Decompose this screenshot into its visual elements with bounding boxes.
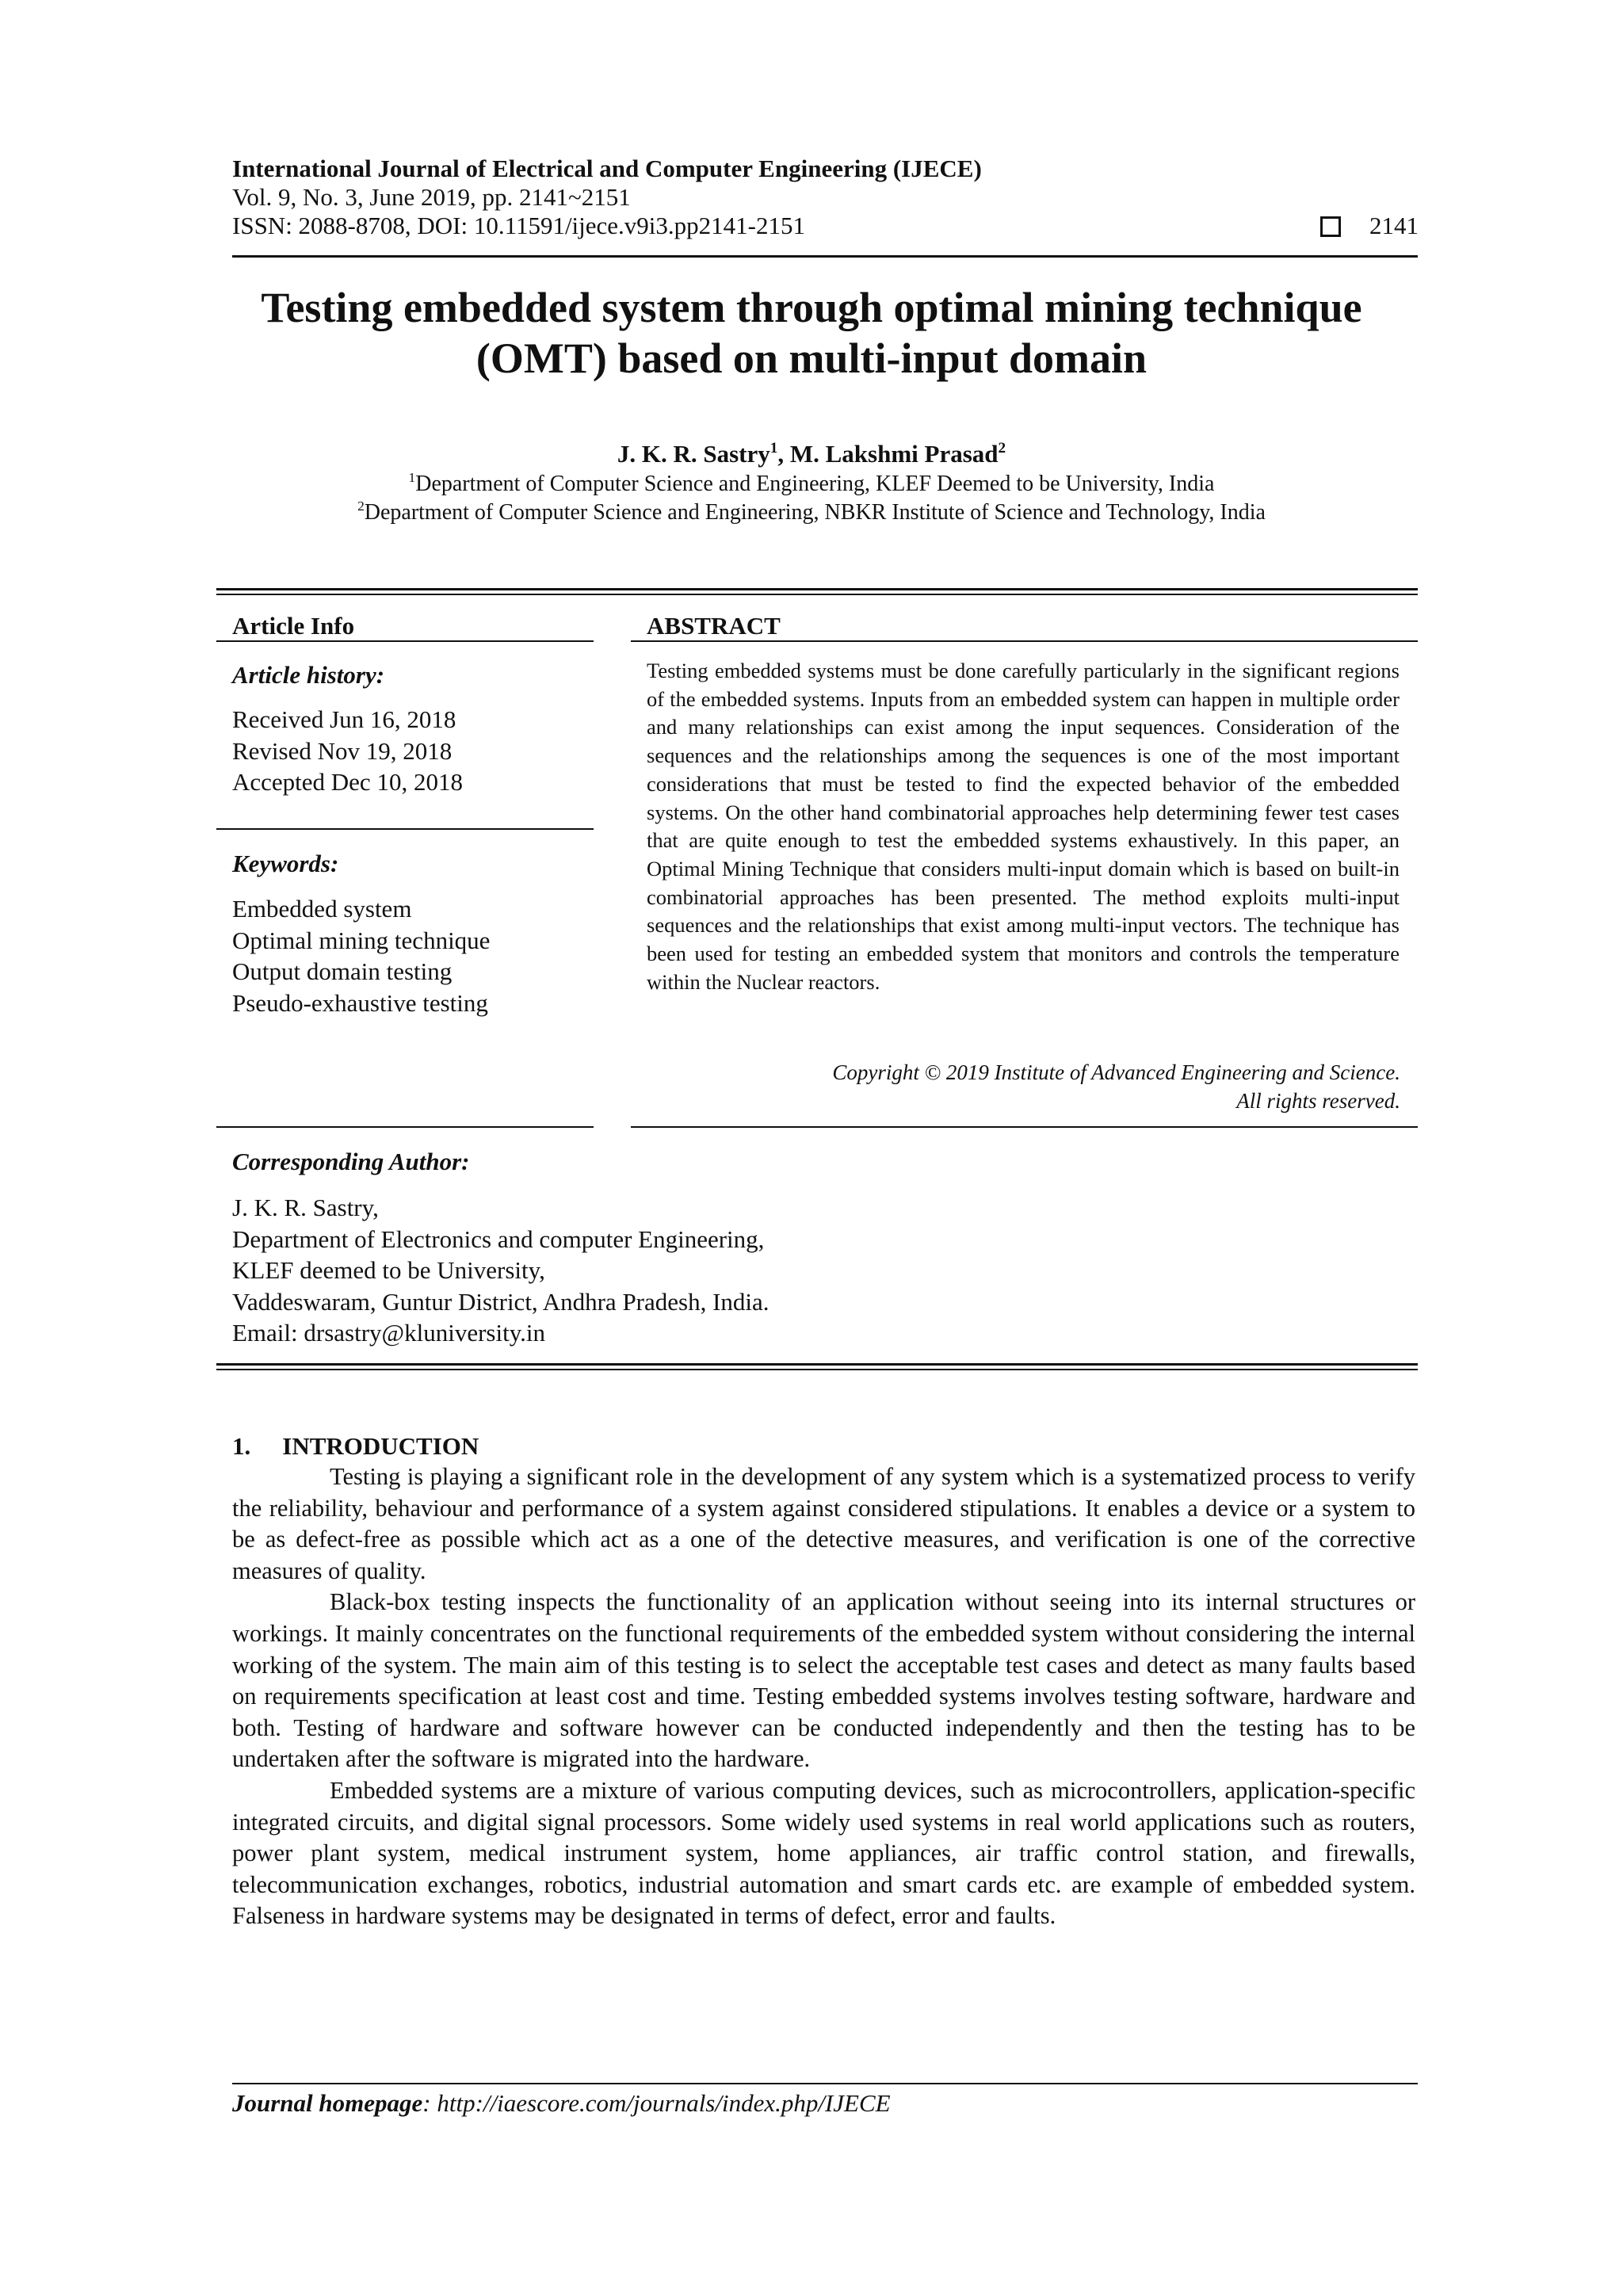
keyword-item: Optimal mining technique bbox=[232, 926, 491, 954]
keywords-rule bbox=[216, 1126, 594, 1128]
info-box-bottom-rule bbox=[216, 1363, 1418, 1366]
corresponding-author-heading: Corresponding Author: bbox=[232, 1148, 470, 1175]
corresponding-author-details bbox=[232, 1192, 769, 1349]
page-number-block bbox=[1320, 212, 1419, 240]
keyword-item: Output domain testing bbox=[232, 957, 453, 985]
paper-title bbox=[204, 282, 1419, 384]
info-box-top-rule bbox=[216, 588, 1418, 590]
volume-info: Vol. 9, No. 3, June 2019, pp. 2141~2151 bbox=[232, 183, 631, 211]
introduction-heading bbox=[232, 1432, 479, 1461]
section-number: 1. bbox=[232, 1432, 251, 1460]
keywords-heading: Keywords: bbox=[232, 850, 339, 877]
keyword-item: Embedded system bbox=[232, 895, 412, 923]
affiliation-1 bbox=[204, 471, 1419, 498]
rights-line: All rights reserved. bbox=[1236, 1089, 1400, 1113]
corresponding-university: KLEF deemed to be University, bbox=[232, 1256, 545, 1284]
title-line-2: (OMT) based on multi-input domain bbox=[475, 334, 1148, 382]
paragraph: Black-box testing inspects the functionality of an application without seeing into its internal structures or workings. It mainly concentrates on the functional requirements of the embedded system without considering the internal working of the system. The main aim of this testing is to select the acceptable test cases and detect as many faults based on requirements specification at least cost and time. Testing embedded systems involves testing software, hardware and both. Testing of hardware and software however can be conducted independently and then the testing has to be undertaken after the software is migrated into the hardware. bbox=[232, 1588, 1415, 1773]
affiliation-text: Department of Computer Science and Engineering, NBKR Institute of Science and Technology, India bbox=[364, 500, 1266, 525]
title-line-1: Testing embedded system through optimal mining technique bbox=[261, 284, 1362, 331]
author-affiliation-mark: 2 bbox=[998, 439, 1006, 457]
copyright-line: Copyright © 2019 Institute of Advanced Engineering and Science. bbox=[832, 1060, 1400, 1084]
abstract-heading: ABSTRACT bbox=[647, 612, 781, 640]
author-name: J. K. R. Sastry bbox=[617, 440, 770, 468]
info-box-bottom-rule-thin bbox=[216, 1369, 1418, 1370]
abstract-body: Testing embedded systems must be done carefully particularly in the significant regions of the embedded systems. Inputs from an embedded system can happen in multiple order and many relationships can exist among the input sequences. Consideration of the sequences and the relationships among the sequences is one of the most important considerations that must be tested to find the expected behavior of the embedded systems. On the other hand combinatorial approaches help determining fewer test cases that are quite enough to test the embedded systems exhaustively. In this paper, an Optimal Mining Technique that considers multi-input domain which is based on built-in combinatorial approaches has been presented. The method exploits multi-input sequences and the relationships that exist among multi-input vectors. The technique has been used for testing an embedded system that monitors and controls the temperature within the Nuclear reactors. bbox=[647, 659, 1400, 994]
paragraph: Testing is playing a significant role in the development of any system which is a systematized process to verify the reliability, behaviour and performance of a system against considered stipulations. It enables a device or a system to be as defect-free as possible which act as a one of the detective measures, and verification is one of the corrective measures of quality. bbox=[232, 1463, 1415, 1584]
header-rule bbox=[232, 255, 1418, 258]
homepage-link[interactable]: http://iaescore.com/journals/index.php/IJECE bbox=[437, 2089, 891, 2117]
square-icon bbox=[1320, 216, 1341, 237]
revised-date: Revised Nov 19, 2018 bbox=[232, 736, 453, 765]
affiliation-text: Department of Computer Science and Engineering, KLEF Deemed to be University, India bbox=[415, 472, 1215, 496]
paragraph: Embedded systems are a mixture of various computing devices, such as microcontrollers, application-specific integrated circuits, and digital signal processors. Some widely used systems in real world applications such as routers, power plant system, medical instrument system, home appliances, air traffic control station, and firewalls, telecommunication exchanges, robotics, industrial automation and smart cards etc. are example of embedded system. Falseness in hardware systems may be designated in terms of defect, error and faults. bbox=[232, 1776, 1415, 1930]
journal-name: International Journal of Electrical and Computer Engineering (IJECE) bbox=[232, 155, 982, 182]
corresponding-email: Email: drsastry@kluniversity.in bbox=[232, 1319, 546, 1347]
received-date: Received Jun 16, 2018 bbox=[232, 705, 456, 733]
author-name: M. Lakshmi Prasad bbox=[789, 440, 999, 468]
keywords-list bbox=[232, 893, 490, 1018]
article-info-rule bbox=[216, 640, 594, 642]
section-title: INTRODUCTION bbox=[282, 1432, 479, 1460]
affiliation-mark: 1 bbox=[408, 469, 416, 485]
abstract-rule bbox=[631, 640, 1418, 642]
issn-doi: ISSN: 2088-8708, DOI: 10.11591/ijece.v9i3.pp2141-2151 bbox=[232, 212, 805, 239]
author-separator: , bbox=[777, 440, 790, 468]
article-history bbox=[232, 704, 463, 798]
homepage-colon: : bbox=[422, 2089, 437, 2117]
page-number: 2141 bbox=[1369, 212, 1419, 239]
introduction-body bbox=[232, 1461, 1415, 1932]
info-box-top-rule-thin bbox=[216, 594, 1418, 595]
corresponding-address: Vaddeswaram, Guntur District, Andhra Pradesh, India. bbox=[232, 1287, 769, 1316]
corresponding-department: Department of Electronics and computer Engineering, bbox=[232, 1224, 765, 1253]
article-history-heading: Article history: bbox=[232, 661, 385, 689]
article-info-heading: Article Info bbox=[232, 612, 355, 640]
corresponding-name: J. K. R. Sastry, bbox=[232, 1194, 379, 1221]
author-affiliation-mark: 1 bbox=[769, 439, 778, 457]
journal-homepage bbox=[232, 2089, 891, 2118]
history-rule bbox=[216, 828, 594, 830]
homepage-label: Journal homepage bbox=[232, 2089, 423, 2117]
keyword-item: Pseudo-exhaustive testing bbox=[232, 988, 488, 1017]
affiliation-2 bbox=[204, 499, 1419, 526]
author-list bbox=[204, 440, 1419, 468]
affiliation-mark: 2 bbox=[357, 498, 365, 514]
copyright-notice bbox=[832, 1058, 1400, 1115]
accepted-date: Accepted Dec 10, 2018 bbox=[232, 768, 463, 796]
abstract-bottom-rule bbox=[631, 1126, 1418, 1128]
footer-rule bbox=[232, 2083, 1418, 2084]
